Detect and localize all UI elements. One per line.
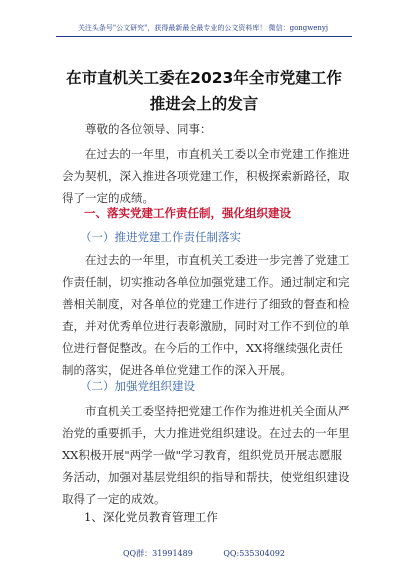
salutation-text: 尊敬的各位领导、同事： — [85, 122, 212, 136]
section-heading-1: 一、落实党建工作责任制，强化组织建设 — [84, 206, 291, 220]
item-heading-1: 1、深化党员教育管理工作 — [84, 510, 218, 524]
footer-contact — [0, 548, 408, 559]
paragraph-responsibility-text: 在过去的一年里，市直机关工委进一步完善了党建工作责任制，切实推动各单位加强党建工作。通过制定和完善相关制度，对各单位的党建工作进行了细致的督查和检查，并对优秀单位进行表彰激励，同时对工作不到位的单位进行督促整改。在今后的工作中，XX将继续强化责任制的落实，促进各单位党建工作的深入开展。 — [62, 253, 350, 377]
paragraph-intro-text: 在过去的一年里，市直机关工委以全市党建工作推进会为契机，深入推进各项党建工作，积极探索新路径，取得了一定的成绩。 — [62, 147, 350, 205]
paragraph-organization — [62, 400, 352, 510]
paragraph-responsibility — [62, 249, 352, 381]
document-title-line2: 推进会上的发言 — [149, 95, 259, 113]
header-banner: 关注头条号"公文研究"，获得最新最全最专业的公文资料库！ 微信：gongwenyj — [77, 24, 329, 32]
footer-qq: QQ:535304092 — [223, 549, 285, 558]
footer-qq-group: QQ群：31991489 — [122, 549, 193, 558]
subsection-heading-1: （一）推进党建工作责任制落实 — [80, 230, 241, 244]
header-divider — [56, 36, 352, 37]
subsection-heading-2: （二）加强党组织建设 — [80, 379, 195, 393]
document-title-line1: 在市直机关工委在2023年全市党建工作 — [66, 69, 342, 87]
paragraph-organization-text: 市直机关工委坚持把党建工作作为推进机关全面从严治党的重要抓手，大力推进党组织建设。在过去的一年里XX积极开展"两学一做"学习教育，组织党员开展志愿服务活动，加强对基层党组织的指导和帮扶，使党组织建设取得了一定的成效。 — [62, 404, 350, 506]
paragraph-intro — [62, 143, 352, 209]
salutation — [62, 118, 352, 140]
